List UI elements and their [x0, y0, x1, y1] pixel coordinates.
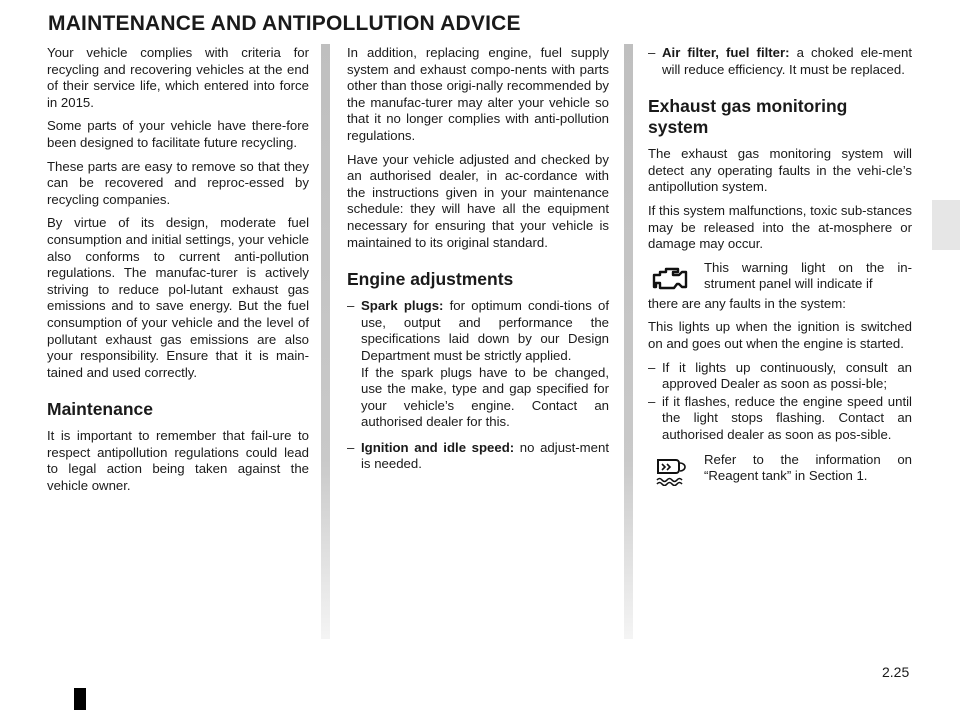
- paragraph-design-regulations: By virtue of its design, moderate fuel consumption and initial settings, your vehicle also conforms to current anti-pollution regulations. The manufac-turer is actively striving to reduce pol-lutant exhaust gas emissions and to save energy. But the fuel consumption of your vehicle and the level of pollutant exhaust gas emissions are also your responsibility. Ensure that it is main-tained and used correctly.: [47, 215, 309, 380]
- paragraph-lights-up: This lights up when the ignition is switched on and goes out when the engine is started.: [648, 319, 912, 351]
- page-number: 2.25: [882, 664, 910, 680]
- exhaust-monitoring-heading: Exhaust gas monitoring system: [648, 96, 848, 138]
- spark-plugs-text: for optimum condi-tions of use, output and performance the specifications laid down by our Design Department must be strictly applied.: [361, 298, 609, 363]
- list-item-continuous: [648, 360, 912, 393]
- paragraph-dealer-adjustments: Have your vehicle adjusted and checked by an authorised dealer, in ac-cordance with the instructions given in your maintenance schedule: they will have all the equipment necessary for ensuring that your vehicle is maintained to its original standard.: [347, 151, 609, 250]
- spark-plugs-label: Spark plugs:: [361, 298, 444, 314]
- ignition-text: no adjust-ment is needed.: [361, 439, 609, 472]
- column-3: [648, 45, 912, 488]
- air-filter-text: a choked ele-ment will reduce efficiency. It must be replaced.: [662, 45, 912, 77]
- reagent-text: Refer to the information on “Reagent tank” in Section 1.: [704, 451, 912, 484]
- list-dash: –: [648, 45, 656, 60]
- paragraph-recycling-criteria: Your vehicle complies with criteria for recycling and recovering vehicles at the end of their service life, which entered into force in 2015.: [47, 45, 309, 110]
- spark-plugs-text-2: If the spark plugs have to be changed, use the make, type and gap specified for your vehicle’s engine. Contact an authorised dealer for this.: [361, 364, 609, 430]
- maintenance-heading: Maintenance: [47, 399, 153, 420]
- paragraph-easy-removal: These parts are easy to remove so that they can be recovered and reproc-essed by recycling companies.: [47, 158, 309, 207]
- air-filter-label: Air filter, fuel filter:: [662, 45, 790, 60]
- engine-adjustments-heading: Engine adjustments: [347, 269, 514, 290]
- flashes-text: if it flashes, reduce the engine speed until the light stops flashing. Contact an authorised dealer as soon as pos-sible.: [662, 393, 912, 442]
- list-dash: –: [347, 298, 355, 314]
- list-dash: –: [347, 439, 355, 455]
- continuous-text: If it lights up continuously, consult an approved Dealer as soon as possi-ble;: [662, 359, 912, 392]
- section-tab: [932, 200, 960, 250]
- list-dash: –: [648, 393, 656, 409]
- warning-light-row: [648, 260, 912, 296]
- list-item-spark-plugs: [347, 298, 609, 431]
- column-separator-2: [624, 44, 633, 639]
- paragraph-legal-action: It is important to remember that fail-ure to respect antipollution regulations could lead to legal action being taken against the vehicle owner.: [47, 428, 309, 494]
- list-item-air-filter: [648, 45, 912, 78]
- paragraph-future-recycling: Some parts of your vehicle have there-fore been designed to facilitate future recycling.: [47, 118, 309, 150]
- reagent-tank-icon: [648, 452, 694, 488]
- list-item-ignition: [347, 440, 609, 473]
- warning-light-continuation: there are any faults in the system:: [648, 295, 846, 311]
- corner-mark: [74, 688, 86, 710]
- column-1: [47, 45, 309, 502]
- column-separator-1: [321, 44, 330, 639]
- reagent-row: [648, 452, 912, 488]
- column-2: [347, 45, 609, 480]
- ignition-label: Ignition and idle speed:: [361, 439, 515, 455]
- warning-light-text: This warning light on the in-strument panel will indicate if: [704, 259, 912, 292]
- paragraph-malfunction: If this system malfunctions, toxic sub-stances may be released into the at-mosphere or damage may occur.: [648, 202, 912, 252]
- list-item-flashes: [648, 394, 912, 444]
- paragraph-monitoring-detect: The exhaust gas monitoring system will detect any operating faults in the vehi-cle’s antipollution system.: [648, 146, 912, 195]
- paragraph-replacing-parts: In addition, replacing engine, fuel supply system and exhaust compo-nents with parts other than those origi-nally recommended by the manufac-turer may alter your vehicle so that it no longer complies with anti-pollution regulations.: [347, 45, 609, 143]
- page-title: MAINTENANCE AND ANTIPOLLUTION ADVICE: [48, 12, 521, 35]
- list-dash: –: [648, 359, 656, 375]
- engine-warning-icon: [648, 260, 694, 296]
